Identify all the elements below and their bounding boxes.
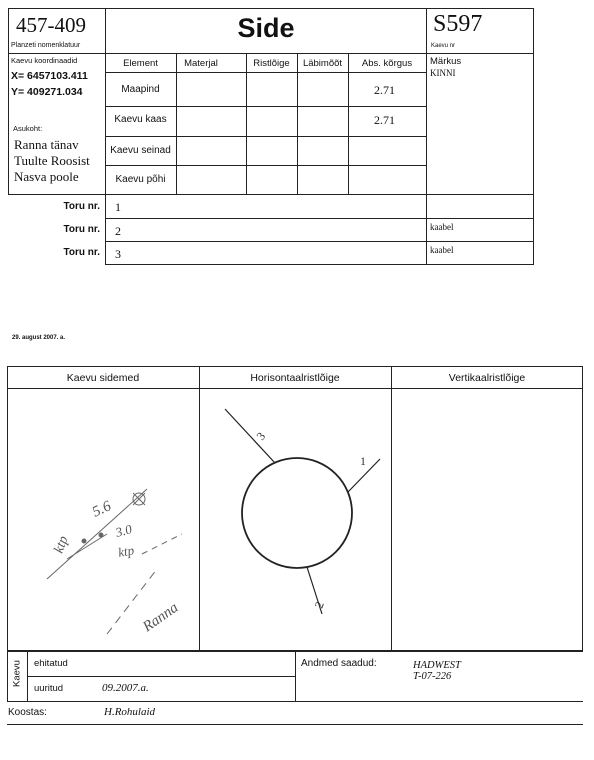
compiled-value: H.Rohulaid	[104, 706, 156, 718]
sketch-note-ktp-1: ktp	[51, 534, 72, 556]
sketch-note-3-0: 3.0	[113, 521, 134, 540]
row-abs-kaas: 2.71	[374, 113, 395, 127]
pipe-remark-3: kaabel	[430, 245, 454, 255]
row-element-seinad: Kaevu seinad	[110, 145, 171, 156]
pipe-no-3: 3	[115, 247, 121, 261]
left-info-bottom	[8, 194, 106, 195]
horizontal-section-drawing	[200, 389, 391, 651]
coord-y: Y= 409271.034	[11, 86, 83, 98]
pipe-no-2: 2	[115, 224, 121, 238]
col-title-vertical: Vertikaalristlõige	[448, 372, 526, 384]
grid-v1	[176, 53, 177, 195]
coords-label: Kaevu koordinaadid	[11, 56, 78, 65]
footer-compiled-line	[7, 724, 583, 725]
sheet-number: 457-409	[16, 13, 86, 37]
pipe-label-1: Toru nr.	[63, 201, 100, 212]
sketch-note-5-6: 5.6	[89, 498, 114, 521]
pipe-label-2: Toru nr.	[63, 224, 100, 235]
grid-v4	[348, 53, 349, 195]
row-element-maapind: Maapind	[121, 84, 160, 95]
sketch-dot-2	[82, 539, 86, 543]
well-circle	[242, 458, 352, 568]
header-cross-section: Ristlõige	[253, 58, 290, 69]
well-label: Kaevu nr	[431, 43, 456, 49]
grid-h1	[105, 106, 427, 107]
pipe-remark-2: kaabel	[430, 222, 454, 232]
sheet-label: Planzeti nomenklatuur	[11, 42, 81, 49]
grid-h-head	[105, 72, 427, 73]
grid-v2	[246, 53, 247, 195]
row-abs-maapind: 2.71	[374, 83, 395, 97]
data-from-value-1: HADWEST	[413, 660, 461, 671]
pipe-label-3: Toru nr.	[63, 247, 100, 258]
data-from-value-2: T-07-226	[413, 671, 452, 682]
sketch-dot-1	[99, 533, 103, 537]
pipe-line-3	[225, 409, 275, 463]
surveyed-label: uuritud	[34, 683, 64, 694]
connections-sketch	[7, 389, 199, 651]
row-element-pohi: Kaevu põhi	[115, 174, 166, 185]
sketch-note-ktp-2: ktp	[116, 542, 136, 560]
grid-v5	[426, 53, 427, 265]
grid-h6	[105, 241, 534, 242]
pipe-mark-1: 1	[360, 454, 366, 468]
remark-top: KINNI	[430, 68, 456, 78]
footer-divider	[295, 651, 296, 701]
pipe-mark-3: 3	[253, 429, 269, 443]
col-title-horizontal: Horisontaalristlõige	[250, 372, 340, 384]
coord-x: X= 6457103.411	[11, 70, 88, 82]
footer-side-label: Kaevu	[11, 660, 23, 687]
header-abs-height: Abs. kõrgus	[361, 58, 413, 69]
footer-bottom-line	[7, 701, 583, 702]
location-line-2: Tuulte Roosist	[14, 153, 90, 168]
footer-left-line	[7, 651, 8, 701]
header-material: Materjal	[184, 58, 218, 69]
header-remark: Märkus	[430, 56, 462, 67]
location-line-1: Ranna tänav	[14, 137, 79, 152]
sketch-note-ranna: Ranna	[140, 599, 182, 636]
surveyed-value: 09.2007.a.	[102, 682, 149, 694]
row-element-kaas: Kaevu kaas	[114, 114, 167, 125]
footer-mid-line	[27, 676, 295, 677]
col-title-connections: Kaevu sidemed	[66, 372, 140, 384]
grid-h7	[105, 264, 534, 265]
grid-v3	[297, 53, 298, 195]
header-element: Element	[123, 58, 158, 69]
header-diameter: Läbimõõt	[302, 58, 343, 69]
drawings-col-divider-2	[391, 366, 392, 651]
grid-v6	[533, 53, 534, 265]
sketch-line-short	[67, 534, 107, 559]
grid-h5	[105, 218, 534, 219]
grid-h3	[105, 165, 427, 166]
well-number: S597	[433, 11, 483, 37]
date-text: 29. august 2007. a.	[12, 335, 66, 341]
location-line-3: Nasva poole	[14, 169, 79, 184]
sketch-dashed-1	[142, 534, 182, 554]
grid-h4	[105, 194, 534, 195]
left-info-border	[8, 53, 9, 195]
grid-h2	[105, 136, 427, 137]
page-title: Side	[237, 13, 295, 43]
pipe-mark-2: 2	[311, 599, 327, 611]
built-label: ehitatud	[34, 658, 68, 669]
data-from-label: Andmed saadud:	[301, 658, 377, 669]
location-label: Asukoht:	[13, 124, 43, 133]
compiled-label: Koostas:	[8, 707, 47, 718]
pipe-no-1: 1	[115, 200, 121, 214]
